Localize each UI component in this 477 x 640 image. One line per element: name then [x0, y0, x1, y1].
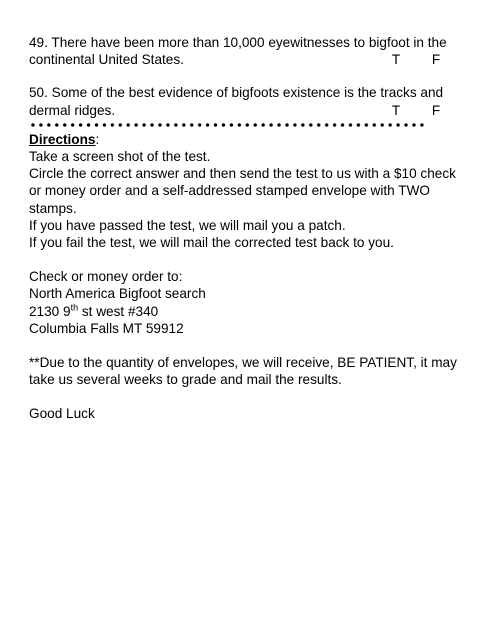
dotted-divider [29, 119, 425, 131]
directions-heading-text: Directions [29, 131, 96, 147]
directions-heading-colon: : [95, 131, 100, 147]
mailing-name: North America Bigfoot search [29, 286, 206, 302]
question-50-line-1: 50. Some of the best evidence of bigfoots existence is the tracks and [29, 85, 444, 101]
directions-line-1: Take a screen shot of the test. [29, 149, 211, 165]
directions-heading [29, 131, 449, 148]
directions-line-3: or money order and a self-addressed stamped envelope with TWO [29, 183, 430, 199]
question-50-answer-options [389, 102, 449, 119]
mailing-street-rest: st west #340 [78, 303, 159, 319]
question-49-true-option[interactable]: T [391, 52, 401, 68]
directions-line-4: stamps. [29, 200, 77, 216]
closing-text: Good Luck [29, 406, 95, 422]
patience-note [29, 354, 457, 388]
directions-body [29, 148, 456, 251]
question-49 [29, 34, 449, 68]
mailing-street-number: 2130 9 [29, 303, 71, 319]
question-49-line-1: 49. There have been more than 10,000 eyewitnesses to bigfoot in the [29, 35, 447, 50]
mailing-city: Columbia Falls MT 59912 [29, 320, 184, 336]
question-49-false-option[interactable]: F [431, 52, 441, 68]
patience-note-line-2: take us several weeks to grade and mail the results. [29, 372, 342, 388]
question-50 [29, 84, 449, 118]
patience-note-line-1: **Due to the quantity of envelopes, we will receive, BE PATIENT, it may [29, 355, 457, 371]
test-page [29, 34, 457, 423]
question-49-answer-options [389, 51, 449, 68]
mailing-street [29, 303, 449, 320]
question-50-true-option[interactable]: T [391, 102, 401, 118]
mailing-street-suffix: th [70, 302, 79, 313]
question-50-false-option[interactable]: F [431, 102, 441, 118]
mailing-address [29, 268, 449, 337]
question-49-line-2: continental United States. [29, 52, 184, 68]
directions-line-6: If you fail the test, we will mail the corrected test back to you. [29, 235, 394, 251]
directions-line-2: Circle the correct answer and then send the test to us with a $10 check [29, 166, 456, 182]
question-50-line-2: dermal ridges. [29, 102, 116, 118]
mailing-intro: Check or money order to: [29, 269, 183, 285]
directions-line-5: If you have passed the test, we will mail you a patch. [29, 217, 346, 233]
